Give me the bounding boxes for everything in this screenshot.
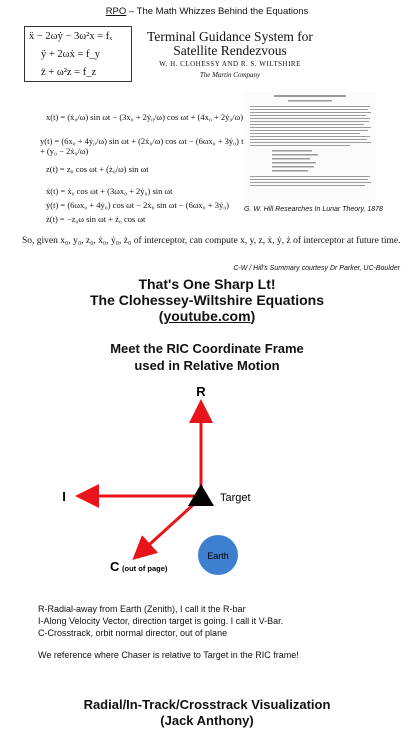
hcw-equation: ÿ + 2ωẋ = f_y — [41, 49, 101, 60]
c-note: (out of page) — [122, 564, 168, 573]
solution-z: z(t) = z₀ cos ωt + (ż₀/ω) sin ωt — [46, 164, 149, 174]
so-given-text: So, given x₀, y₀, z₀, ẋ₀, ẏ₀, ż₀ of interceptor, can compute x, y, z, ẋ, ẏ, ż of interceptor at future time. — [22, 236, 401, 246]
hcw-equation: z̈ + ω²z = f_z — [41, 67, 97, 78]
hill-caption: G. W. Hill Researches In Lunar Theory, 1878 — [244, 206, 383, 213]
youtube-link[interactable]: (youtube.com) — [158, 308, 256, 324]
heading-line: The Clohessey-Wiltshire Equations — [89, 292, 325, 308]
summary-credit: C-W / Hill's Summary courtesy Dr Parker, UC-Boulder — [233, 265, 400, 272]
desc-line-c: C-Crosstrack, orbit normal director, out of plane — [38, 628, 228, 638]
solution-y: y(t) = (6x₀ + 4ẏ₀/ω) sin ωt + (2ẋ₀/ω) cos ωt − (6ωx₀ + 3ẏ₀) t + (y₀ − 2ẋ₀/ω) — [40, 136, 244, 156]
page-header — [0, 6, 414, 17]
solution-xdot: ẋ(t) = ẋ₀ cos ωt + (3ωx₀ + 2ẏ₀) sin ωt — [46, 186, 173, 196]
ric-title-line: used in Relative Motion — [134, 358, 280, 373]
paper-title-line: Terminal Guidance System for — [147, 29, 313, 44]
ric-title — [0, 340, 414, 374]
r-label: R — [196, 384, 206, 399]
heading-block — [0, 276, 414, 324]
footer-line: (Jack Anthony) — [160, 713, 254, 728]
c-label: C — [110, 559, 120, 574]
earth-label: Earth — [207, 551, 229, 561]
paper-title-line: Satellite Rendezvous — [173, 43, 287, 58]
hcw-equation: ẍ − 2ωẏ − 3ω²x = fₓ — [29, 31, 113, 42]
paper-company: The Martin Company — [199, 71, 261, 79]
paper-authors: W. H. CLOHESSY AND R. S. WILTSHIRE — [159, 60, 301, 68]
target-label: Target — [220, 492, 251, 504]
header-rest: – The Math Whizzes Behind the Equations — [126, 6, 309, 17]
ric-description — [38, 603, 414, 661]
hcw-equations-box — [24, 26, 132, 82]
footer-line: Radial/In-Track/Crosstrack Visualization — [83, 697, 331, 712]
ric-diagram — [40, 380, 300, 580]
solution-zdot: ż(t) = −z₀ω sin ωt + ż₀ cos ωt — [46, 214, 146, 224]
i-label: I — [62, 489, 66, 504]
c-axis-arrow — [139, 504, 194, 554]
youtube-link-text[interactable]: youtube.com — [163, 308, 251, 324]
footer-title — [0, 697, 414, 729]
paper-title — [140, 30, 320, 58]
solution-ydot: ẏ(t) = (6ωx₀ + 4ẏ₀) cos ωt − 2ẋ₀ sin ωt − (6ωx₀ + 3ẏ₀) — [46, 200, 229, 210]
reference-note: We reference where Chaser is relative to Target in the RIC frame! — [38, 650, 299, 660]
header-rpo: RPO — [105, 6, 127, 17]
desc-line-i: I-Along Velocity Vector, direction target is going. I call it V-Bar. — [38, 616, 284, 626]
desc-line-r: R-Radial-away from Earth (Zenith), I call it the R-bar — [38, 604, 246, 614]
ric-title-line: Meet the RIC Coordinate Frame — [110, 341, 304, 356]
heading-line: That's One Sharp Lt! — [138, 276, 276, 292]
solution-x: x(t) = (ẋ₀/ω) sin ωt − (3x₀ + 2ẏ₀/ω) cos ωt + (4x₀ + 2ẏ₀/ω) — [46, 112, 244, 122]
hill-paper-thumbnail — [244, 92, 376, 200]
